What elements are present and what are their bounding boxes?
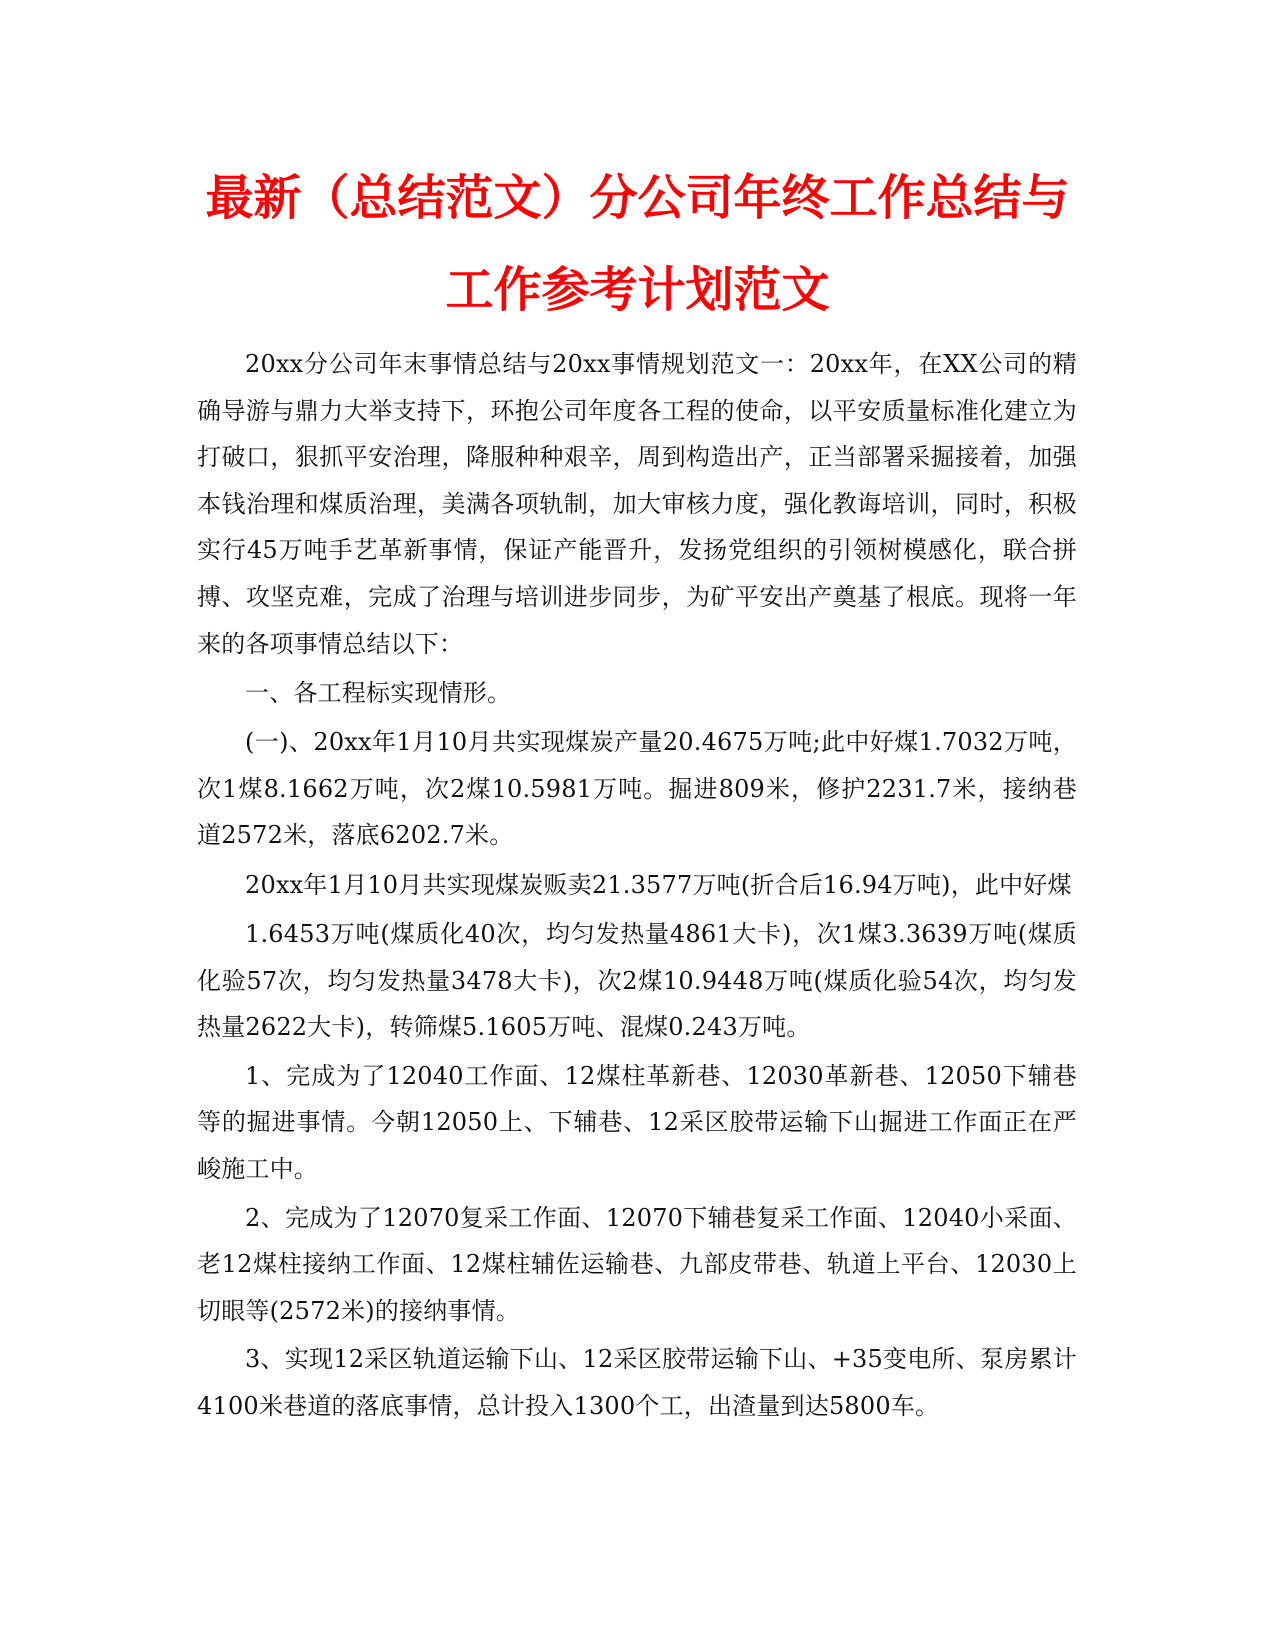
item-3-paragraph: 3、实现12采区轨道运输下山、12采区胶带运输下山、+35变电所、泵房累计4100米巷道的落底事情，总计投入1300个工，出渣量到达5800车。	[197, 1345, 1077, 1420]
production-paragraph: (一)、20xx年1月10月共实现煤炭产量20.4675万吨;此中好煤1.7032万吨，次1煤8.1662万吨，次2煤10.5981万吨。掘进809米，修护2231.7米，接纳巷道2572米，落底6202.7米。	[197, 728, 1077, 850]
item-2-paragraph: 2、完成为了12070复采工作面、12070下辅巷复采工作面、12040小采面、老12煤柱接纳工作面、12煤柱辅佐运输巷、九部皮带巷、轨道上平台、12030上切眼等(2572米)的接纳事情。	[197, 1203, 1077, 1325]
section-heading-1: 一、各工程标实现情形。	[245, 679, 512, 708]
document-title-line-2: 工作参考计划范文	[445, 262, 830, 318]
document-title-line-1: 最新（总结范文）分公司年终工作总结与	[205, 170, 1070, 226]
item-1-paragraph: 1、完成为了12040工作面、12煤柱革新巷、12030革新巷、12050下辅巷等的掘进事情。今朝12050上、下辅巷、12采区胶带运输下山掘进工作面正在严峻施工中。	[197, 1061, 1077, 1183]
document-body	[197, 341, 1077, 1431]
sales-paragraph-detail: 1.6453万吨(煤质化40次，均匀发热量4861大卡)，次1煤3.3639万吨(煤质化验57次，均匀发热量3478大卡)，次2煤10.9448万吨(煤质化验54次，均匀发热量2622大卡)，转筛煤5.1605万吨、混煤0.243万吨。	[197, 919, 1077, 1042]
sales-paragraph-lead: 20xx年1月10月共实现煤炭贩卖21.3577万吨(折合后16.94万吨)，此中好煤	[245, 870, 1072, 899]
intro-paragraph: 20xx分公司年末事情总结与20xx事情规划范文一：20xx年，在XX公司的精确导游与鼎力大举支持下，环抱公司年度各工程的使命，以平安质量标准化建立为打破口，狠抓平安治理，降服种种艰辛，周到构造出产，正当部署采掘接着，加强本钱治理和煤质治理，美满各项轨制，加大审核力度，强化教诲培训，同时，积极实行45万吨手艺革新事情，保证产能晋升，发扬党组织的引领树模感化，联合拼搏、攻坚克难，完成了治理与培训进步同步，为矿平安出产奠基了根底。现将一年来的各项事情总结以下：	[197, 350, 1077, 658]
